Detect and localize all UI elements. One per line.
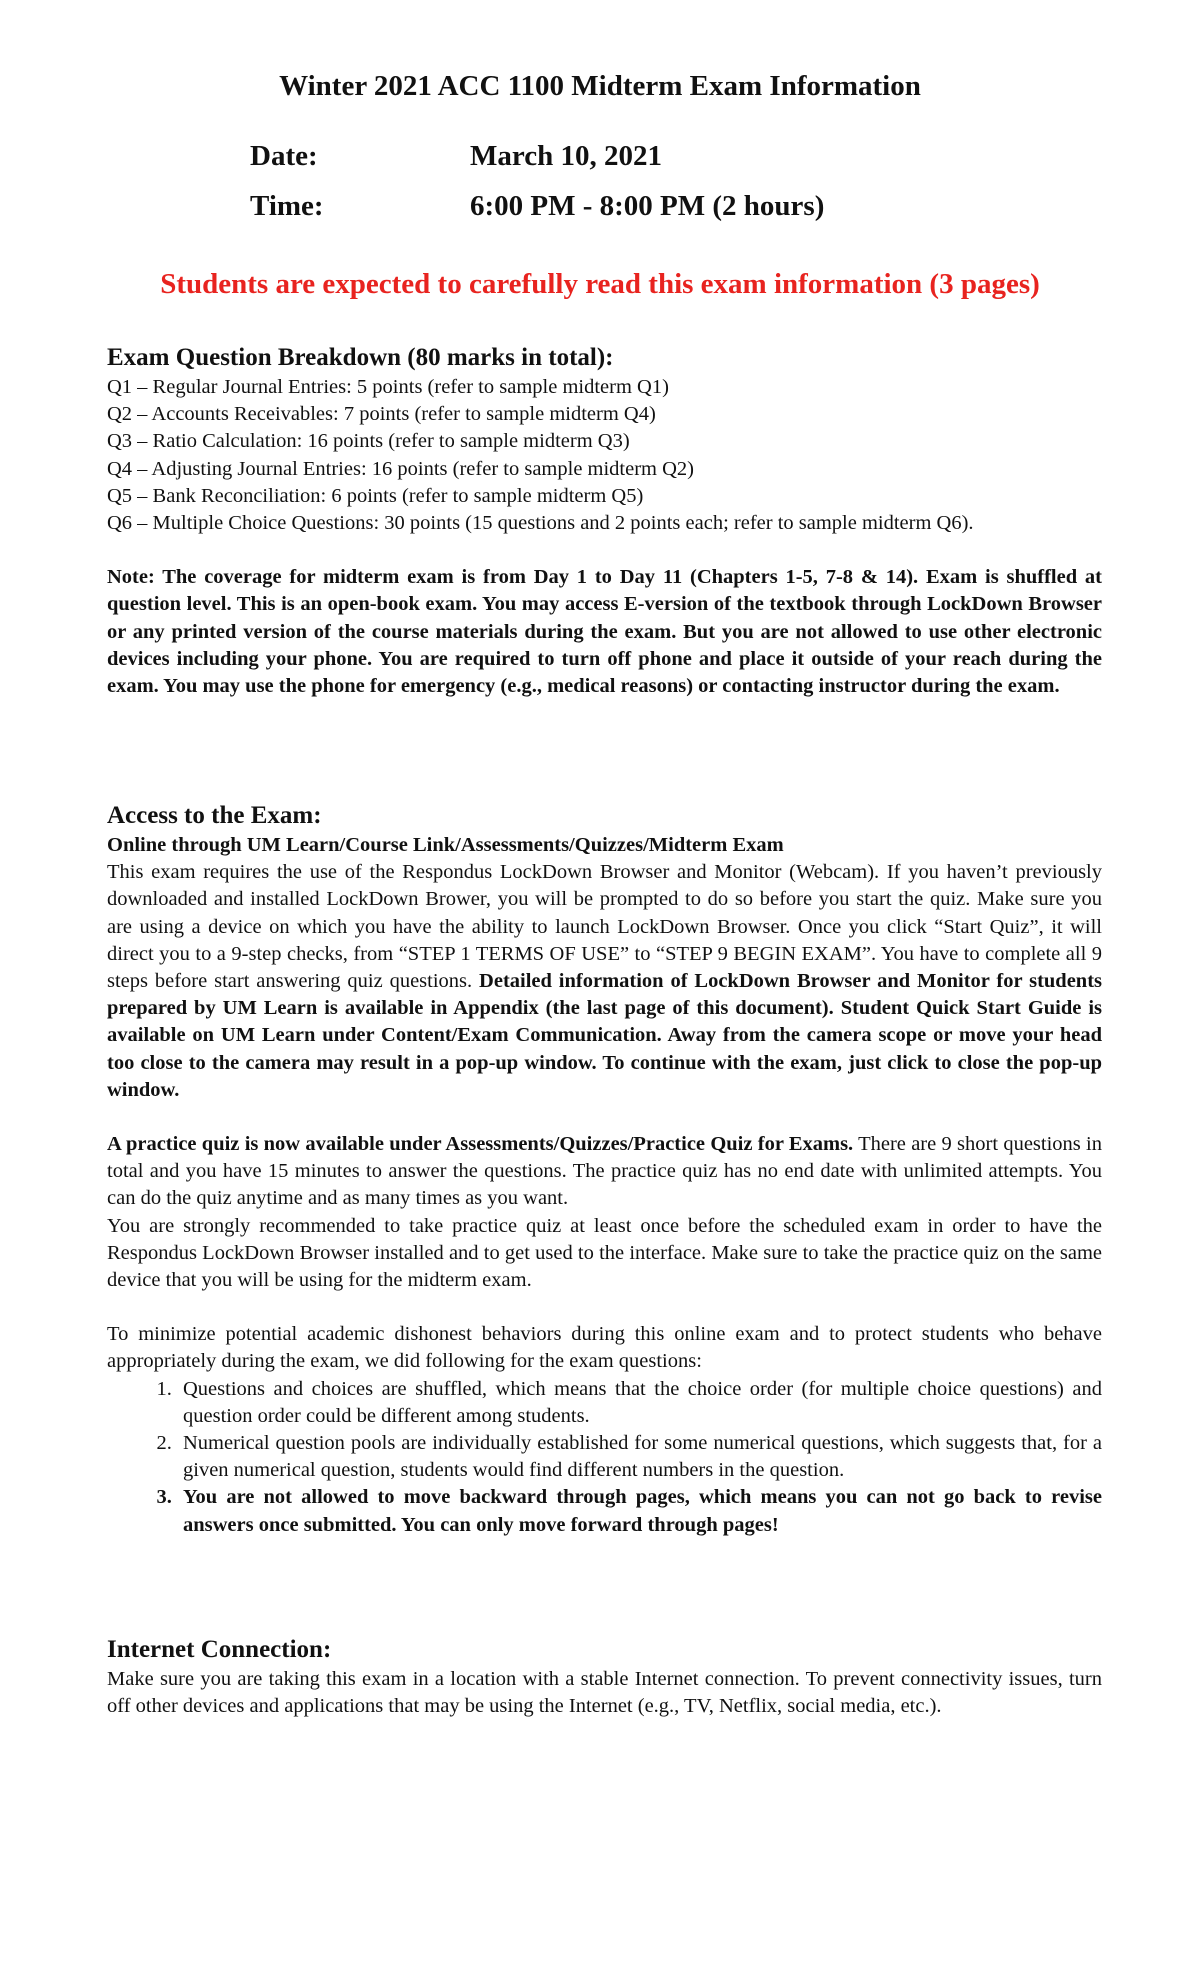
breakdown-item-q5: Q5 – Bank Reconciliation: 6 points (refer to sample midterm Q5) [107, 484, 644, 507]
lockdown-paragraph [107, 859, 1102, 1104]
measure-item: 2. Numerical question pools are individually established for some numerical questions, which suggests that, for a given numerical question, students would find different numbers in the question. [177, 1430, 1102, 1484]
read-warning: Students are expected to carefully read this exam information (3 pages) [160, 268, 1040, 300]
measure-item: 3. You are not allowed to move backward through pages, which means you can not go back to revise answers once submitted. You can only move forward through pages! [177, 1484, 1102, 1538]
access-path: Online through UM Learn/Course Link/Assessments/Quizzes/Midterm Exam [107, 834, 784, 856]
breakdown-item-q3: Q3 – Ratio Calculation: 16 points (refer to sample midterm Q3) [107, 430, 630, 453]
page-title: Winter 2021 ACC 1100 Midterm Exam Information [279, 70, 921, 102]
breakdown-heading: Exam Question Breakdown (80 marks in total): [107, 344, 614, 371]
internet-paragraph: Make sure you are taking this exam in a location with a stable Internet connection. To prevent connectivity issues, turn off other devices and applications that may be using the Internet (e.g., TV, Netflix, social media, etc.). [107, 1668, 1102, 1718]
breakdown-item-q4: Q4 – Adjusting Journal Entries: 16 points (refer to sample midterm Q2) [107, 457, 695, 480]
breakdown-item-q6: Q6 – Multiple Choice Questions: 30 points (15 questions and 2 points each; refer to sample midterm Q6). [107, 512, 974, 535]
access-section [107, 800, 1102, 1539]
practice-quiz-details: There are 9 short questions in total and you have 15 minutes to answer the questions. The practice quiz has no end date with unlimited attempts. You can do the quiz anytime and as many times as you want. [107, 1133, 1102, 1210]
access-heading: Access to the Exam: [107, 802, 322, 829]
date-row [250, 140, 662, 173]
time-value: 6:00 PM - 8:00 PM (2 hours) [470, 190, 825, 222]
internet-heading: Internet Connection: [107, 1636, 332, 1663]
coverage-note: Note: The coverage for midterm exam is from Day 1 to Day 11 (Chapters 1-5, 7-8 & 14). Exam is shuffled at question level. This is an open-book exam. You may access E-version of the textbook through LockDown Browser or any printed version of the course materials during the exam. But you are not allowed to use other electronic devices including your phone. You are required to turn off phone and place it outside of your reach during the exam. You may use the phone for emergency (e.g., medical reasons) or contacting instructor during the exam. [107, 566, 1102, 698]
practice-quiz-location: A practice quiz is now available under Assessments/Quizzes/Practice Quiz for Exams. [107, 1133, 854, 1156]
time-label: Time: [250, 190, 324, 222]
internet-section [107, 1634, 1102, 1720]
dishonesty-intro: To minimize potential academic dishonest behaviors during this online exam and to protect students who behave appropriately during the exam, we did following for the exam questions: [107, 1323, 1102, 1373]
breakdown-item-q2: Q2 – Accounts Receivables: 7 points (refer to sample midterm Q4) [107, 403, 656, 426]
measure-item: 1. Questions and choices are shuffled, which means that the choice order (for multiple choice questions) and question order could be different among students. [177, 1376, 1102, 1430]
practice-recommendation: You are strongly recommended to take practice quiz at least once before the scheduled exam in order to have the Respondus LockDown Browser installed and to get used to the interface. Make sure to take the practice quiz on the same device that you will be using for the midterm exam. [107, 1214, 1102, 1292]
date-value: March 10, 2021 [470, 140, 662, 172]
lockdown-appendix-note: Detailed information of LockDown Browser and Monitor for students prepared by UM Learn is available in Appendix (the last page of this document). Student Quick Start Guide is available on UM Learn under Content/Exam Communication. Away from the camera scope or move your head too close to the camera may result in a pop-up window. To continue with the exam, just click to close the pop-up window. [107, 970, 1103, 1101]
practice-quiz-paragraph [107, 1131, 1102, 1213]
measures-list [107, 1376, 1102, 1539]
date-label: Date: [250, 140, 318, 172]
breakdown-section [107, 342, 1102, 700]
breakdown-item-q1: Q1 – Regular Journal Entries: 5 points (refer to sample midterm Q1) [107, 376, 669, 398]
time-row [250, 190, 824, 223]
lockdown-text: This exam requires the use of the Respondus LockDown Browser and Monitor (Webcam). If you haven’t previously downloaded and installed LockDown Brower, you will be prompted to do so before you start the quiz. Make sure you are using a device on which you have the ability to launch LockDown Browser. Once you click “Start Quiz”, it will direct you to a 9-step checks, from “STEP 1 TERMS OF USE” to “STEP 9 BEGIN EXAM”. You have to complete all 9 steps before start answering quiz questions. [107, 861, 1102, 993]
